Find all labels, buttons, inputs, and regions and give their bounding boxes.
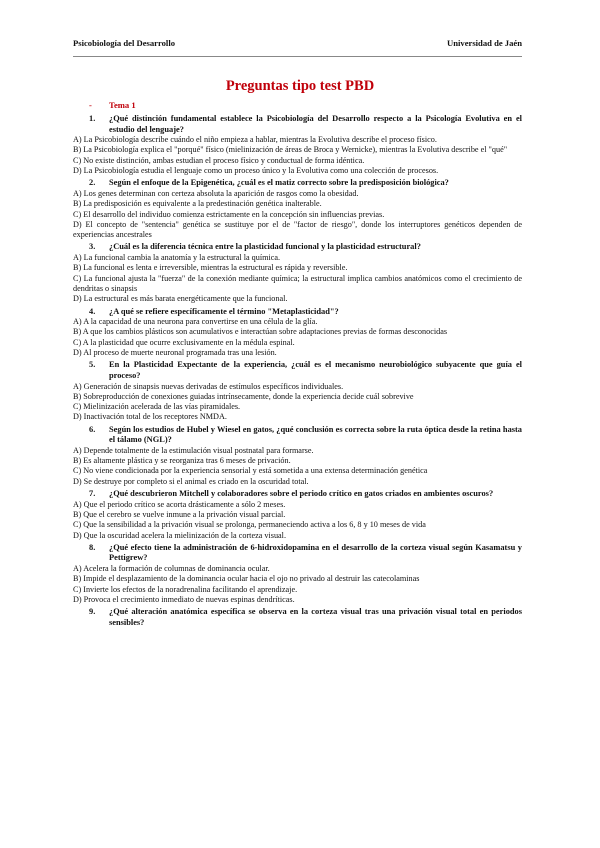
answer-option: D) Inactivación total de los receptores NMDA. xyxy=(73,412,227,422)
question-number: 6. xyxy=(89,424,96,434)
answer-option: C) A la plasticidad que ocurre exclusivamente en la médula espinal. xyxy=(73,337,295,347)
question-text xyxy=(73,114,522,135)
question-text xyxy=(73,242,522,253)
answer-option: A) Acelera la formación de columnas de dominancia ocular. xyxy=(73,564,270,574)
question-number: 4. xyxy=(89,306,96,316)
answer-option: D) Se destruye por completo si el animal es criado en la oscuridad total. xyxy=(73,476,309,486)
answer-option: C) La funcional ajusta la "fuerza" de la conexión mediante química; la estructural implica cambios anatómicos como el crecimiento de dendritas o sinapsis xyxy=(73,273,522,293)
question-statement: ¿A qué se refiere específicamente el término "Metaplasticidad"? xyxy=(109,306,339,316)
answer-option: B) La funcional es lenta e irreversible, mientras la estructural es rápida y reversible. xyxy=(73,263,348,273)
question-statement: Según los estudios de Hubel y Wiesel en gatos, ¿qué conclusión es correcta sobre la ruta óptica desde la retina hasta el tálamo (NGL)? xyxy=(109,424,522,445)
answer-option: D) La Psicobiología estudia el lenguaje como un proceso único y la Evolutiva como una colección de procesos. xyxy=(73,166,439,176)
answer-option: B) La Psicobiología explica el "porqué" físico (mielinización de áreas de Broca y Wernicke), mientras la Evolutiva describe el "qué" xyxy=(73,145,508,155)
question-number: 8. xyxy=(89,542,96,552)
document-body xyxy=(73,100,522,628)
answer-option: C) El desarrollo del individuo comienza estrictamente en la concepción sin influencias previas. xyxy=(73,209,385,219)
question-number: 2. xyxy=(89,178,96,188)
answer-option: D) Al proceso de muerte neuronal programada tras una lesión. xyxy=(73,348,277,358)
answer-option: A) Los genes determinan con certeza absoluta la aparición de rasgos como la obesidad. xyxy=(73,188,359,198)
question-block xyxy=(73,607,522,628)
answer-option: D) Provoca el crecimiento inmediato de nuevas espinas dendríticas. xyxy=(73,594,295,604)
answer-option: B) A que los cambios plásticos son acumulativos e interactúan sobre adaptaciones previas de formas desconocidas xyxy=(73,327,448,337)
question-text xyxy=(73,489,522,500)
question-block xyxy=(73,307,522,359)
answer-option: A) Generación de sinapsis nuevas derivadas de estímulos específicos individuales. xyxy=(73,381,344,391)
question-statement: ¿Qué distinción fundamental establece la Psicobiología del Desarrollo respecto a la Psicología Evolutiva en el estudio del lenguaje? xyxy=(109,114,522,134)
answer-option: B) Impide el desplazamiento de la dominancia ocular hacia el ojo no privado al destruir las catecolaminas xyxy=(73,574,420,584)
header-course: Psicobiología del Desarrollo xyxy=(73,38,176,48)
document-title: Preguntas tipo test PBD xyxy=(225,78,375,94)
question-block xyxy=(73,543,522,605)
question-statement: En la Plasticidad Expectante de la experiencia, ¿cuál es el mecanismo neurobiológico subyacente que guía el proceso? xyxy=(109,360,522,380)
page-header xyxy=(73,38,522,48)
answer-option: A) Que el periodo crítico se acorta drásticamente a sólo 2 meses. xyxy=(73,499,286,509)
answer-option: D) Que la oscuridad acelera la mielinización de la corteza visual. xyxy=(73,530,286,540)
answer-option: D) El concepto de "sentencia" genética se sustituye por el de "factor de riesgo", donde los interruptores genéticos dependen de experiencias ancestrales xyxy=(73,219,522,240)
question-text xyxy=(73,360,522,381)
answer-option: C) Invierte los efectos de la noradrenalina facilitando el aprendizaje. xyxy=(73,584,298,594)
answer-option: A) A la capacidad de una neurona para convertirse en una célula de la glía. xyxy=(73,317,318,327)
answer-option: B) Sobreproducción de conexiones guiadas intrínsecamente, donde la experiencia decide cuál sobrevive xyxy=(73,391,414,401)
section-label: Tema 1 xyxy=(109,100,136,110)
question-text xyxy=(73,607,522,628)
question-block xyxy=(73,114,522,176)
answer-option: C) Que la sensibilidad a la privación visual se prolonga, permaneciendo activa a los 6, 8 y 10 meses de vida xyxy=(73,520,426,530)
question-list xyxy=(73,114,522,628)
answer-option: A) La Psicobiología describe cuándo el niño empieza a hablar, mientras la Evolutiva describe el proceso físico. xyxy=(73,135,437,145)
section-heading xyxy=(73,100,522,112)
section-bullet: - xyxy=(89,100,92,110)
question-block xyxy=(73,242,522,304)
answer-option: B) Es altamente plástica y se reorganiza tras 6 meses de privación. xyxy=(73,456,291,466)
question-statement: ¿Qué descubrieron Mitchell y colaboradores sobre el periodo crítico en gatos criados en ambientes oscuros? xyxy=(109,489,494,499)
question-text xyxy=(73,543,522,564)
question-statement: ¿Cuál es la diferencia técnica entre la plasticidad funcional y la plasticidad estructural? xyxy=(109,242,421,252)
answer-option: B) La predisposición es equivalente a la predestinación genética inalterable. xyxy=(73,199,322,209)
answer-option: B) Que el cerebro se vuelve inmune a la privación visual parcial. xyxy=(73,509,286,519)
question-number: 9. xyxy=(89,607,96,617)
question-number: 3. xyxy=(89,242,96,252)
answer-option: A) Depende totalmente de la estimulación visual postnatal para formarse. xyxy=(73,445,314,455)
header-university: Universidad de Jaén xyxy=(447,38,522,48)
answer-option: D) La estructural es más barata energéticamente que la funcional. xyxy=(73,294,288,304)
question-statement: Según el enfoque de la Epigenética, ¿cuál es el matiz correcto sobre la predisposición biológica? xyxy=(109,178,449,188)
question-block xyxy=(73,489,522,541)
question-statement: ¿Qué alteración anatómica específica se observa en la corteza visual tras una privación visual total en periodos sensibles? xyxy=(109,607,522,627)
question-block xyxy=(73,178,522,240)
question-statement: ¿Qué efecto tiene la administración de 6-hidroxidopamina en el desarrollo de la corteza visual según Kasamatsu y Pettigrew? xyxy=(109,542,522,563)
question-number: 7. xyxy=(89,489,96,499)
question-text xyxy=(73,178,522,189)
question-block xyxy=(73,360,522,422)
answer-option: A) La funcional cambia la anatomía y la estructural la química. xyxy=(73,253,281,263)
answer-option: C) Mielinización acelerada de las vías piramidales. xyxy=(73,402,241,412)
question-number: 1. xyxy=(89,114,96,123)
answer-option: C) No existe distinción, ambas estudian el proceso físico y conductual de forma idéntica. xyxy=(73,155,365,165)
question-block xyxy=(73,425,522,487)
header-divider xyxy=(73,56,522,57)
question-number: 5. xyxy=(89,360,96,370)
question-text xyxy=(73,307,522,318)
answer-option: C) No viene condicionada por la experiencia sensorial y está sometida a una extensa determinación genética xyxy=(73,466,428,476)
question-text xyxy=(73,425,522,446)
